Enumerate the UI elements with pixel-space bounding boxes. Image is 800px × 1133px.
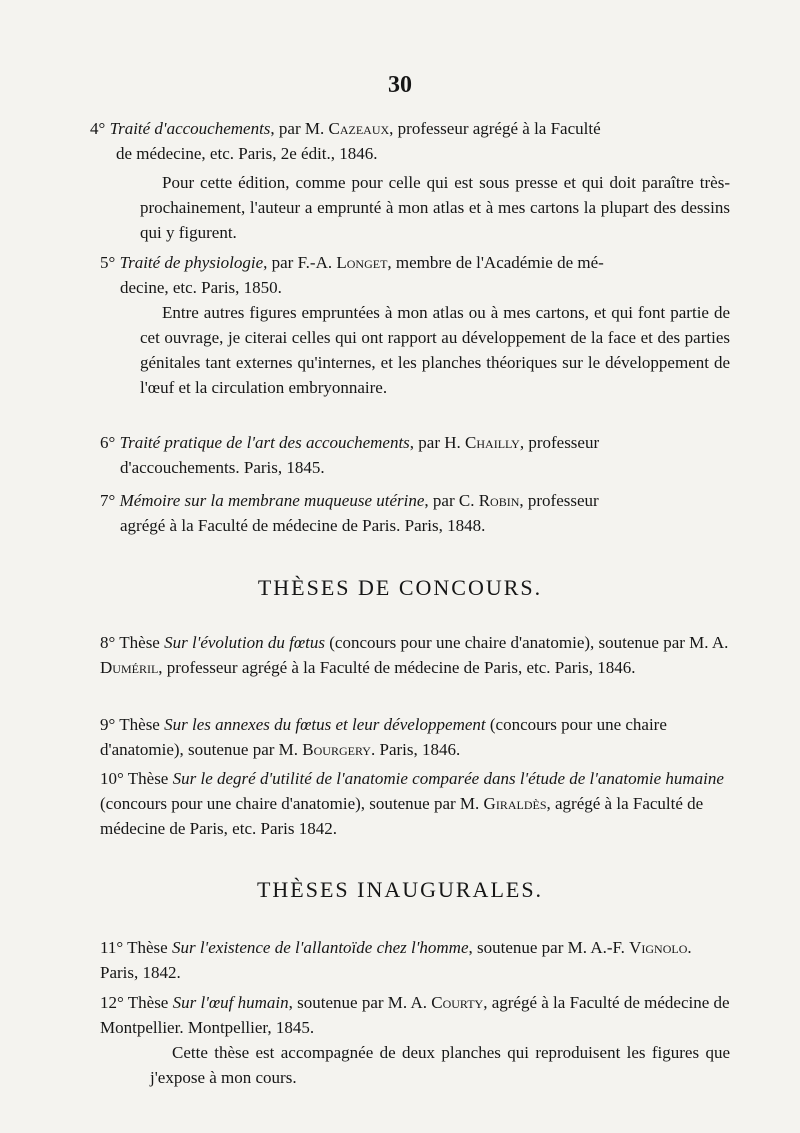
- entry-text: , par H.: [409, 433, 466, 452]
- entry-author: Longet: [336, 253, 388, 272]
- entry-title: Mémoire sur la membrane muqueuse utérine: [119, 491, 425, 510]
- entry-text: , membre de l'Académie de mé-: [387, 253, 604, 272]
- entry-text: Thèse: [119, 633, 165, 652]
- entry-text: , soutenue par M. A.-F.: [468, 938, 630, 957]
- entry-title: Sur l'œuf humain: [172, 993, 289, 1012]
- entry-author: Duméril: [100, 658, 159, 677]
- entry-text: . Paris, 1846.: [370, 740, 461, 759]
- entry-text: Thèse: [127, 769, 173, 788]
- entry-text: , soutenue par M. A.: [288, 993, 432, 1012]
- entry-11: [100, 935, 730, 985]
- entry-author: Bourgery: [302, 740, 371, 759]
- entry-title: Sur le degré d'utilité de l'anatomie comparée dans l'étude de l'anatomie humaine: [172, 769, 724, 788]
- entry-text: (concours pour une chaire d'anatomie), soutenue par M.: [100, 715, 667, 759]
- entry-author: Cazeaux: [328, 119, 390, 138]
- entry-text: Thèse: [127, 993, 173, 1012]
- entry-5: [100, 250, 730, 300]
- entry-number: 10°: [100, 769, 124, 788]
- entry-author: Chailly: [465, 433, 520, 452]
- entry-number: 4°: [90, 119, 106, 138]
- entry-text: , par M.: [270, 119, 329, 138]
- entry-text: . Paris, 1842.: [100, 938, 692, 982]
- entry-line2: d'accouchements. Paris, 1845.: [120, 458, 325, 477]
- entry-number: 8°: [100, 633, 116, 652]
- entry-text: Thèse: [127, 938, 172, 957]
- entry-12: [100, 990, 730, 1040]
- entry-text: , agrégé à la Faculté de médecine de Paris, etc. Paris 1842.: [100, 794, 704, 838]
- entry-title: Traité de physiologie: [119, 253, 264, 272]
- entry-text: , professeur: [519, 491, 599, 510]
- entry-text: Thèse: [119, 715, 165, 734]
- entry-text: , par C.: [424, 491, 479, 510]
- entry-9: [100, 712, 730, 762]
- entry-title: Sur l'existence de l'allantoïde chez l'homme: [171, 938, 469, 957]
- entry-author: Vignolo: [629, 938, 688, 957]
- entry-author: Giraldès: [483, 794, 547, 813]
- entry-number: 9°: [100, 715, 116, 734]
- entry-text: , professeur agrégé à la Faculté: [389, 119, 601, 138]
- entry-7: [100, 488, 730, 538]
- entry-4-note: Pour cette édition, comme pour celle qui est sous presse et qui doit paraître très-prochainement, l'auteur a emprunté à mon atlas et à mes cartons la plupart des dessins qui y figurent.: [140, 173, 730, 242]
- entry-number: 6°: [100, 433, 116, 452]
- entry-title: Sur l'évolution du fœtus: [164, 633, 325, 652]
- entry-text: (concours pour une chaire d'anatomie), soutenue par M. A.: [325, 633, 729, 652]
- final-note: Cette thèse est accompagnée de deux planches qui reproduisent les figures que j'expose à mon cours.: [150, 1043, 730, 1087]
- entry-text: , professeur agrégé à la Faculté de médecine de Paris, etc. Paris, 1846.: [158, 658, 636, 677]
- entry-text: , agrégé à la Faculté de médecine de Montpellier. Montpellier, 1845.: [100, 993, 730, 1037]
- entry-text: (concours pour une chaire d'anatomie), soutenue par M.: [100, 794, 484, 813]
- entry-5-note: Entre autres figures empruntées à mon atlas ou à mes cartons, et qui font partie de cet ouvrage, je citerai celles qui ont rapport au développement de la face et des parties génitales tant externes qu'internes, et les planches théoriques sur le développement de l'œuf et la circulation embryonnaire.: [140, 303, 730, 397]
- entry-number: 5°: [100, 253, 116, 272]
- entry-8: [100, 630, 730, 680]
- entry-4: [90, 116, 730, 166]
- entry-number: 7°: [100, 491, 116, 510]
- entry-author: Courty: [431, 993, 484, 1012]
- entry-title: Traité d'accouchements: [109, 119, 271, 138]
- page-number: 30: [388, 72, 412, 98]
- entry-number: 11°: [100, 938, 124, 957]
- entry-line2: agrégé à la Faculté de médecine de Paris. Paris, 1848.: [120, 516, 486, 535]
- entry-title: Sur les annexes du fœtus et leur développement: [164, 715, 486, 734]
- entry-10: [100, 766, 730, 841]
- entry-line2: de médecine, etc. Paris, 2e édit., 1846.: [116, 144, 378, 163]
- entry-number: 12°: [100, 993, 124, 1012]
- entry-text: , professeur: [519, 433, 600, 452]
- entry-text: , par F.-A.: [263, 253, 337, 272]
- entry-title: Traité pratique de l'art des accouchements: [119, 433, 410, 452]
- entry-line2: decine, etc. Paris, 1850.: [120, 278, 282, 297]
- entry-author: Robin: [478, 491, 520, 510]
- entry-6: [100, 430, 730, 480]
- heading-theses-concours: THÈSES DE CONCOURS.: [257, 575, 543, 600]
- heading-theses-inaugurales: THÈSES INAUGURALES.: [256, 877, 544, 902]
